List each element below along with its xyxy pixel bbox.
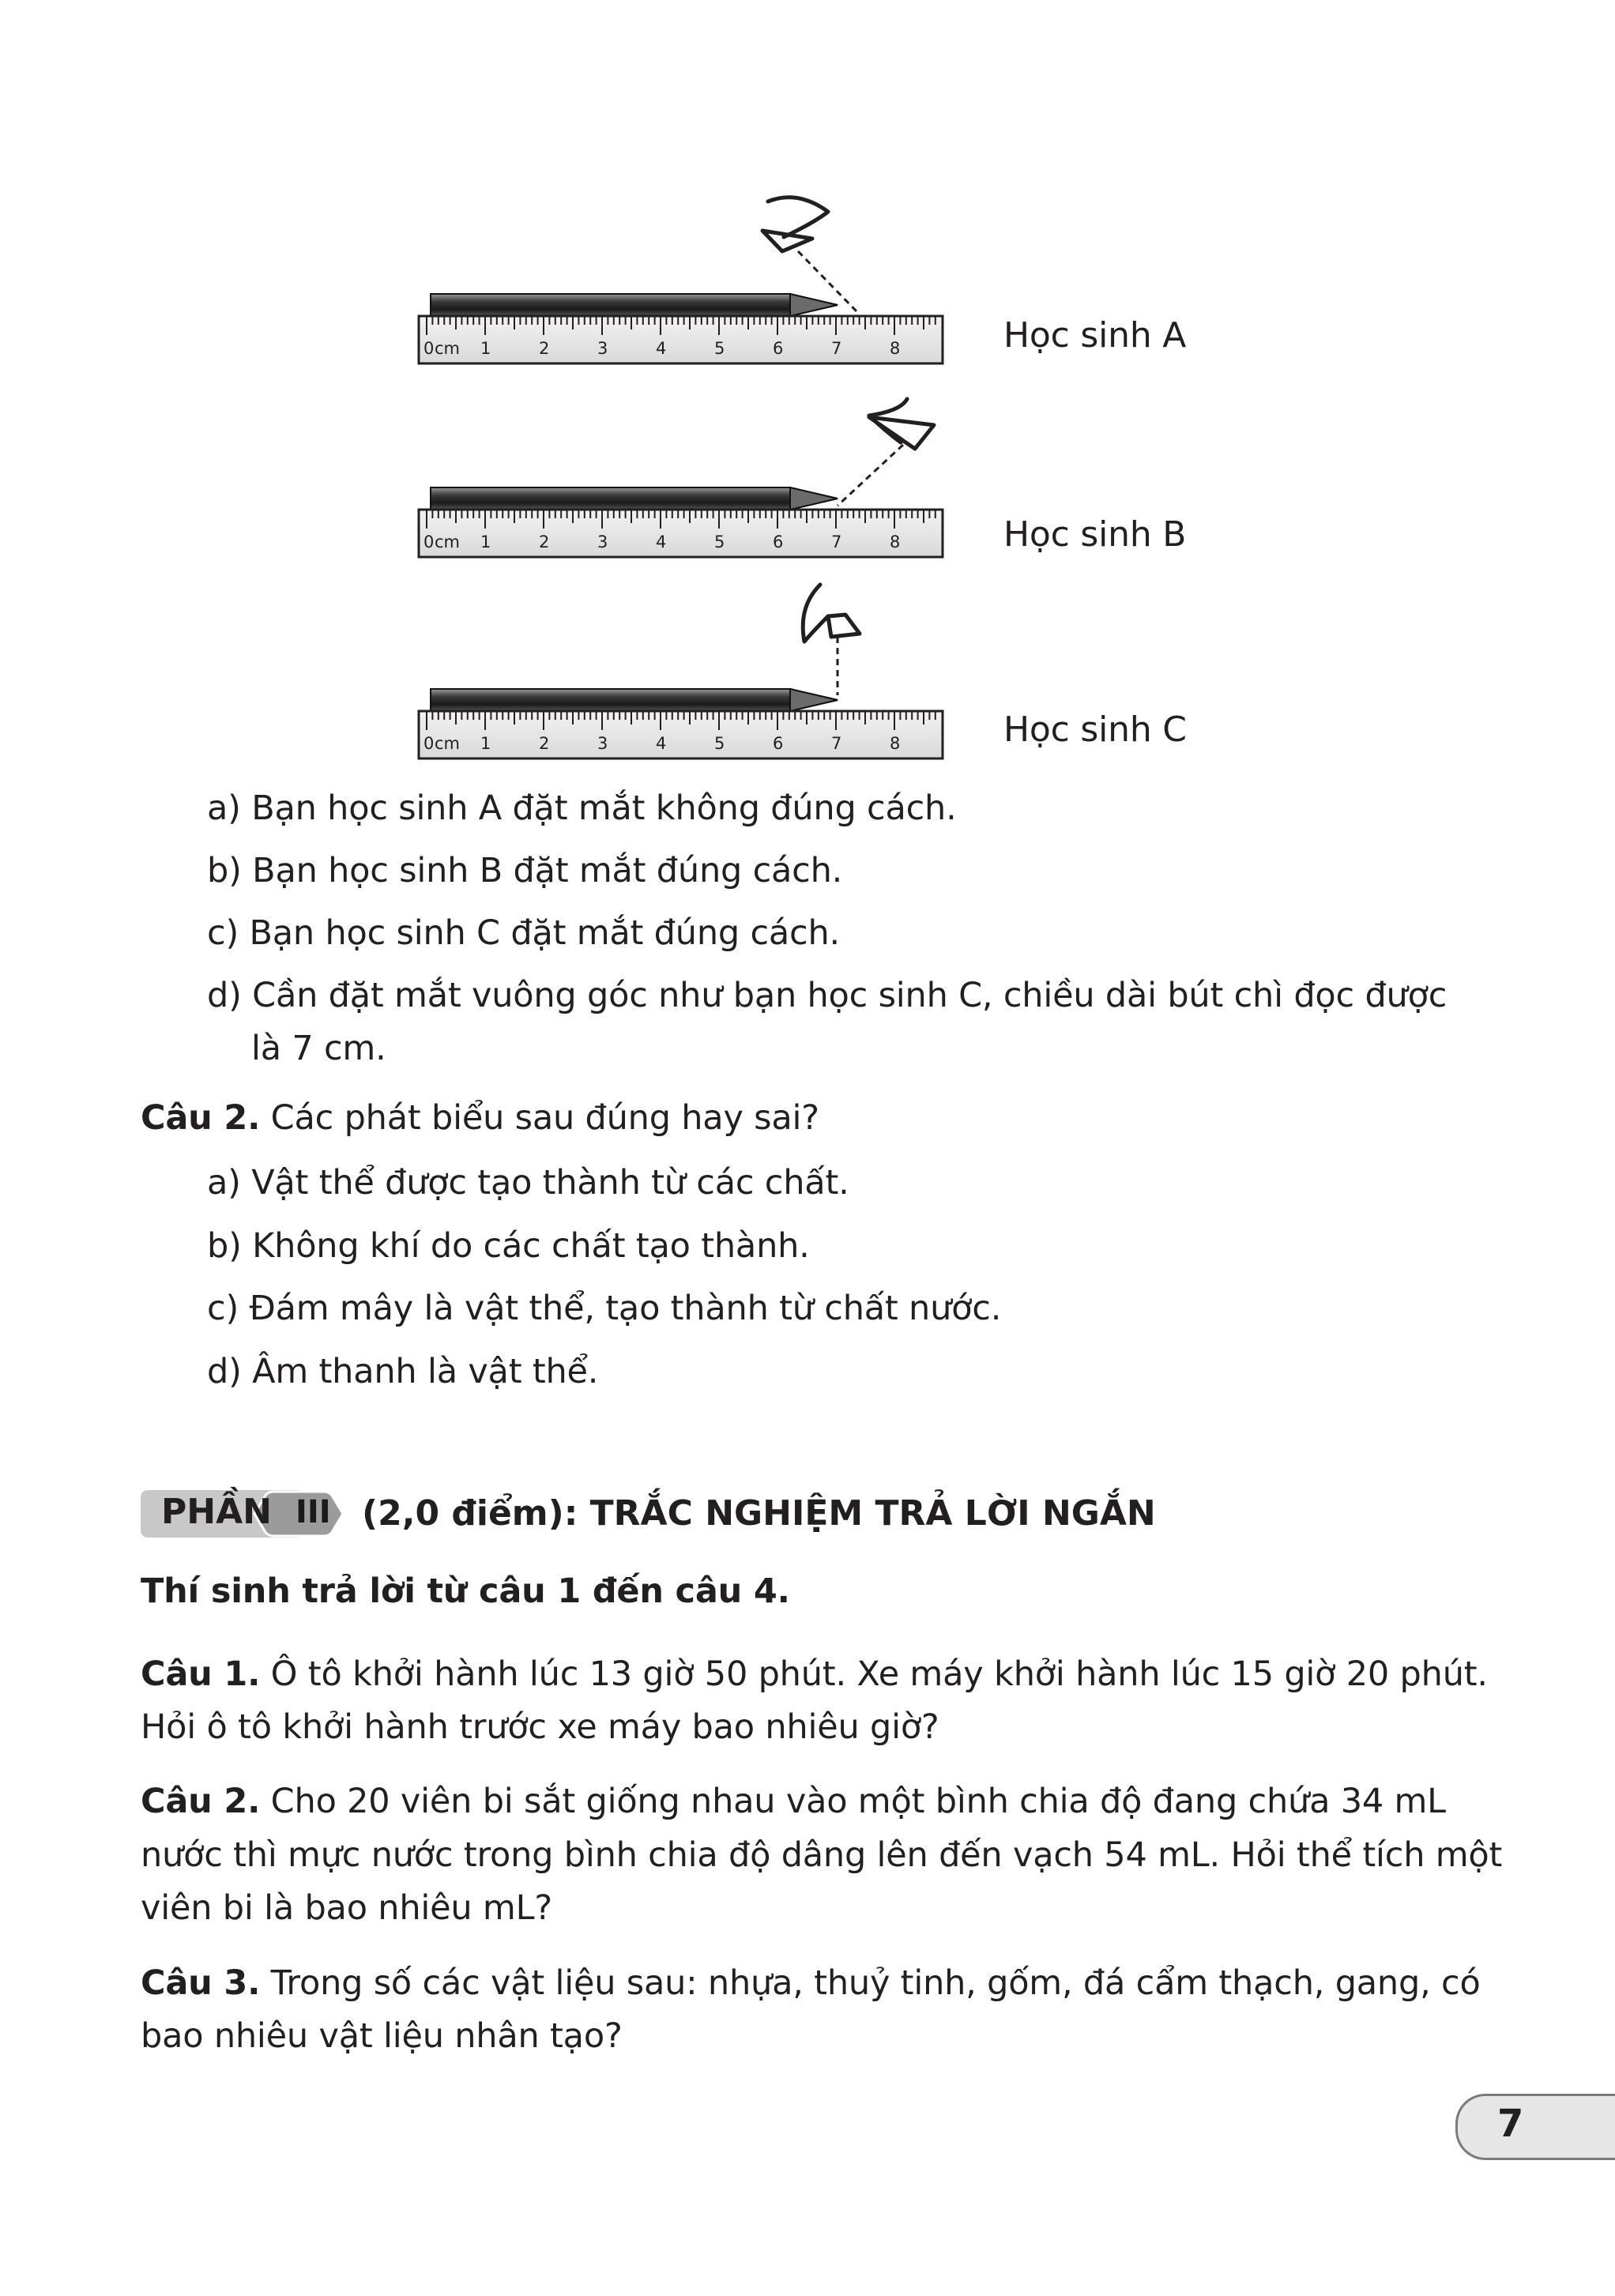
q2-option-b: b) Không khí do các chất tạo thành. xyxy=(207,1226,810,1266)
ruler-number: 7 xyxy=(831,533,842,551)
ruler-number: 2 xyxy=(539,339,550,358)
sq3-label: Câu 3. xyxy=(141,1963,261,2003)
figure-label-c: Học sinh C xyxy=(1003,710,1187,750)
ruler-number: 1 xyxy=(480,339,491,358)
ruler-number: 4 xyxy=(656,339,667,358)
page-number: 7 xyxy=(1497,2102,1524,2146)
ruler-number: 0 xyxy=(424,339,435,358)
sq3-text: Trong số các vật liệu sau: nhựa, thuỷ tinh, gốm, đá cẩm thạch, gang, có xyxy=(260,1963,1481,2003)
pencil xyxy=(431,294,838,316)
pencil-tip xyxy=(790,487,838,510)
q2-option-c: c) Đám mây là vật thể, tạo thành từ chất nước. xyxy=(207,1289,1002,1328)
sq2-line3: viên bi là bao nhiêu mL? xyxy=(141,1888,552,1928)
ruler-number: 3 xyxy=(597,734,608,753)
part3-heading: (2,0 điểm): TRẮC NGHIỆM TRẢ LỜI NGẮN xyxy=(362,1493,1156,1534)
eye-icon xyxy=(869,399,934,449)
sq2-line2: nước thì mực nước trong bình chia độ dâng lên đến vạch 54 mL. Hỏi thể tích một xyxy=(141,1835,1503,1875)
ruler-number: 1 xyxy=(480,533,491,551)
pencil xyxy=(431,487,838,510)
ruler-number: 0 xyxy=(424,533,435,551)
q2-stem xyxy=(141,1097,819,1139)
ruler-number: 1 xyxy=(480,734,491,753)
part-badge-numeral: III xyxy=(296,1494,331,1530)
q2-text: Các phát biểu sau đúng hay sai? xyxy=(260,1098,819,1138)
sq3-line1 xyxy=(141,1962,1481,2004)
ruler-number: 0 xyxy=(424,734,435,753)
q2-option-d: d) Âm thanh là vật thể. xyxy=(207,1352,599,1391)
ruler-number: 2 xyxy=(539,734,550,753)
ruler-number: 4 xyxy=(656,734,667,753)
ruler-number: 7 xyxy=(831,734,842,753)
sq2-line1 xyxy=(141,1780,1446,1823)
ruler-number: 6 xyxy=(773,734,784,753)
ruler-number: 5 xyxy=(714,734,725,753)
pencil-tip xyxy=(790,689,838,711)
pencil-tip xyxy=(790,294,838,316)
sq2-text: Cho 20 viên bi sắt giống nhau vào một bình chia độ đang chứa 34 mL xyxy=(260,1782,1446,1821)
figure-label-b: Học sinh B xyxy=(1003,514,1187,555)
q1-option-a: a) Bạn học sinh A đặt mắt không đúng cách. xyxy=(207,789,957,828)
pencil-ruler-figure xyxy=(0,0,1615,790)
ruler-number: 4 xyxy=(656,533,667,551)
eye-icon xyxy=(762,198,828,251)
sq1-line2: Hỏi ô tô khởi hành trước xe máy bao nhiêu giờ? xyxy=(141,1707,939,1747)
ruler-number: 6 xyxy=(773,533,784,551)
eye-icon xyxy=(803,585,860,642)
ruler-unit: cm xyxy=(435,734,461,753)
part-badge-word: PHẦN xyxy=(161,1492,272,1532)
figure-label-a: Học sinh A xyxy=(1003,315,1187,356)
sq3-line2: bao nhiêu vật liệu nhân tạo? xyxy=(141,2016,623,2056)
ruler-unit: cm xyxy=(435,533,461,551)
ruler-student-a xyxy=(419,294,943,363)
ruler-number: 5 xyxy=(714,533,725,551)
ruler-number: 8 xyxy=(890,734,901,753)
sq1-text: Ô tô khởi hành lúc 13 giờ 50 phút. Xe máy khởi hành lúc 15 giờ 20 phút. xyxy=(260,1654,1488,1694)
q2-option-a: a) Vật thể được tạo thành từ các chất. xyxy=(207,1163,849,1203)
ruler-number: 8 xyxy=(890,339,901,358)
ruler-unit: cm xyxy=(435,339,461,358)
ruler-number: 7 xyxy=(831,339,842,358)
ruler-number: 8 xyxy=(890,533,901,551)
sq1-label: Câu 1. xyxy=(141,1654,261,1694)
ruler-student-c xyxy=(419,689,943,758)
ruler-number: 2 xyxy=(539,533,550,551)
pencil xyxy=(431,689,838,711)
ruler-number: 5 xyxy=(714,339,725,358)
q1-option-d-line2: là 7 cm. xyxy=(251,1029,386,1068)
sq1-line1 xyxy=(141,1653,1488,1696)
q2-label: Câu 2. xyxy=(141,1098,261,1138)
ruler-number: 6 xyxy=(773,339,784,358)
q1-option-c: c) Bạn học sinh C đặt mắt đúng cách. xyxy=(207,913,841,953)
sq2-label: Câu 2. xyxy=(141,1782,261,1821)
page-number-tab xyxy=(1455,2094,1615,2160)
ruler-number: 3 xyxy=(597,533,608,551)
ruler-student-b xyxy=(419,487,943,557)
part3-instruction: Thí sinh trả lời từ câu 1 đến câu 4. xyxy=(141,1571,790,1611)
ruler-number: 3 xyxy=(597,339,608,358)
q1-option-b: b) Bạn học sinh B đặt mắt đúng cách. xyxy=(207,851,843,890)
q1-option-d-line1: d) Cần đặt mắt vuông góc như bạn học sinh C, chiều dài bút chì đọc được xyxy=(207,976,1447,1015)
